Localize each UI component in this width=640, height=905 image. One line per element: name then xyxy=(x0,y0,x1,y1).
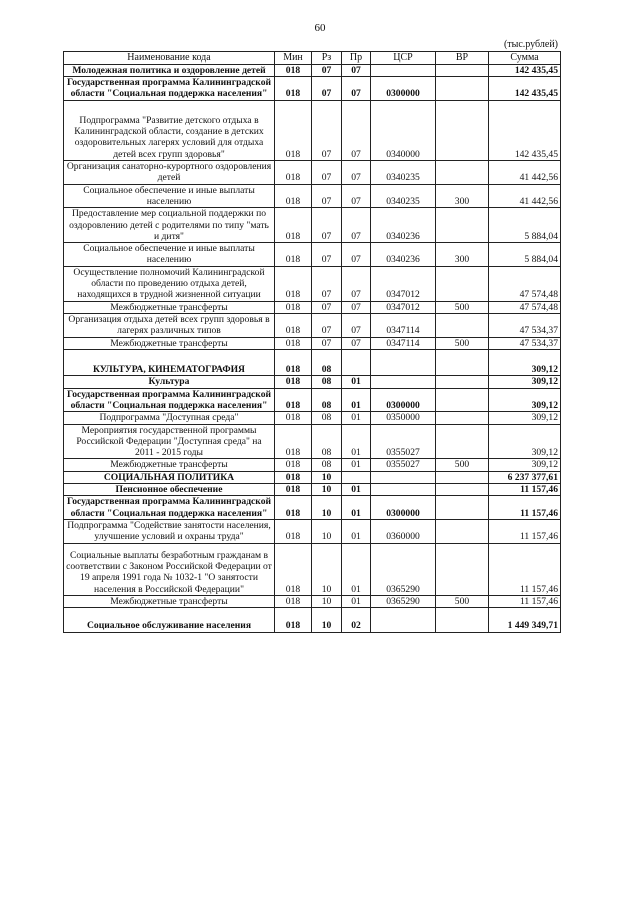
row-pr: 07 xyxy=(342,77,371,101)
table-row xyxy=(64,496,561,520)
table-row xyxy=(64,520,561,544)
row-min: 018 xyxy=(275,100,312,160)
row-sum: 11 157,46 xyxy=(489,496,561,520)
row-pr: 07 xyxy=(342,243,371,267)
row-min: 018 xyxy=(275,314,312,338)
row-vr: 500 xyxy=(436,337,489,349)
row-pr: 07 xyxy=(342,160,371,184)
header-rz: Рз xyxy=(312,52,342,65)
row-vr xyxy=(436,388,489,412)
row-sum: 142 435,45 xyxy=(489,77,561,101)
units-note: (тыс.рублей) xyxy=(503,39,558,50)
header-min: Мин xyxy=(275,52,312,65)
row-sum: 11 157,46 xyxy=(489,595,561,607)
table-row xyxy=(64,424,561,459)
row-min: 018 xyxy=(275,349,312,375)
row-name: Подпрограмма "Содействие занятости населения, улучшение условий и охраны труда" xyxy=(64,520,275,544)
row-sum: 47 574,48 xyxy=(489,266,561,301)
row-vr xyxy=(436,349,489,375)
row-pr xyxy=(342,471,371,483)
row-name: Государственная программа Калининградской области "Социальная поддержка населения" xyxy=(64,77,275,101)
row-sum: 1 449 349,71 xyxy=(489,608,561,632)
table-row xyxy=(64,337,561,349)
table-row xyxy=(64,412,561,424)
row-rz: 10 xyxy=(312,471,342,483)
table-row xyxy=(64,100,561,160)
row-vr: 300 xyxy=(436,184,489,208)
row-sum: 309,12 xyxy=(489,388,561,412)
row-name: Организация санаторно-курортного оздоровления детей xyxy=(64,160,275,184)
page-number: 60 xyxy=(314,22,326,34)
row-min: 018 xyxy=(275,266,312,301)
row-min: 018 xyxy=(275,520,312,544)
row-csr xyxy=(371,484,436,496)
row-csr: 0340236 xyxy=(371,243,436,267)
row-min: 018 xyxy=(275,543,312,595)
row-name: СОЦИАЛЬНАЯ ПОЛИТИКА xyxy=(64,471,275,483)
row-name: Пенсионное обеспечение xyxy=(64,484,275,496)
row-min: 018 xyxy=(275,459,312,471)
row-sum: 5 884,04 xyxy=(489,208,561,243)
row-rz: 10 xyxy=(312,608,342,632)
row-min: 018 xyxy=(275,595,312,607)
table-row xyxy=(64,349,561,375)
row-rz: 07 xyxy=(312,77,342,101)
table-row xyxy=(64,484,561,496)
row-rz: 07 xyxy=(312,184,342,208)
row-rz: 08 xyxy=(312,388,342,412)
row-name: Социальное обеспечение и иные выплаты населению xyxy=(64,184,275,208)
row-rz: 08 xyxy=(312,412,342,424)
row-sum: 6 237 377,61 xyxy=(489,471,561,483)
row-vr xyxy=(436,314,489,338)
row-vr xyxy=(436,543,489,595)
row-min: 018 xyxy=(275,160,312,184)
row-csr: 0355027 xyxy=(371,424,436,459)
row-min: 018 xyxy=(275,412,312,424)
row-csr: 0365290 xyxy=(371,543,436,595)
row-name: Организация отдыха детей всех групп здоровья в лагерях различных типов xyxy=(64,314,275,338)
row-name: Осуществление полномочий Калининградской области по проведению отдыха детей, находящихся в трудной жизненной ситуации xyxy=(64,266,275,301)
row-pr: 07 xyxy=(342,314,371,338)
row-vr xyxy=(436,484,489,496)
row-pr: 07 xyxy=(342,64,371,76)
row-pr: 07 xyxy=(342,266,371,301)
row-csr: 0340000 xyxy=(371,100,436,160)
header-vr: ВР xyxy=(436,52,489,65)
row-vr xyxy=(436,376,489,388)
row-sum: 41 442,56 xyxy=(489,184,561,208)
table-row xyxy=(64,77,561,101)
row-pr: 07 xyxy=(342,208,371,243)
row-sum: 47 534,37 xyxy=(489,314,561,338)
row-sum: 47 574,48 xyxy=(489,301,561,313)
row-sum: 309,12 xyxy=(489,459,561,471)
row-csr: 0360000 xyxy=(371,520,436,544)
row-vr: 500 xyxy=(436,459,489,471)
row-vr xyxy=(436,496,489,520)
row-rz: 07 xyxy=(312,64,342,76)
header-name: Наименование кода xyxy=(64,52,275,65)
header-pr: Пр xyxy=(342,52,371,65)
row-csr: 0347114 xyxy=(371,314,436,338)
row-rz: 10 xyxy=(312,496,342,520)
row-rz: 10 xyxy=(312,543,342,595)
row-vr xyxy=(436,424,489,459)
row-rz: 07 xyxy=(312,208,342,243)
row-sum: 5 884,04 xyxy=(489,243,561,267)
row-csr: 0350000 xyxy=(371,412,436,424)
row-csr: 0340235 xyxy=(371,184,436,208)
row-csr: 0355027 xyxy=(371,459,436,471)
row-rz: 10 xyxy=(312,520,342,544)
row-csr xyxy=(371,608,436,632)
row-rz: 07 xyxy=(312,243,342,267)
row-vr xyxy=(436,266,489,301)
row-min: 018 xyxy=(275,243,312,267)
row-rz: 07 xyxy=(312,266,342,301)
row-name: Межбюджетные трансферты xyxy=(64,337,275,349)
row-pr xyxy=(342,349,371,375)
row-vr xyxy=(436,160,489,184)
header-sum: Сумма xyxy=(489,52,561,65)
row-pr: 01 xyxy=(342,496,371,520)
row-rz: 07 xyxy=(312,160,342,184)
row-csr: 0347012 xyxy=(371,301,436,313)
row-name: Подпрограмма "Развитие детского отдыха в Калининградской области, создание в детских оздоровительных лагерях условий для отдыха детей всех групп здоровья" xyxy=(64,100,275,160)
row-min: 018 xyxy=(275,496,312,520)
row-csr: 0347012 xyxy=(371,266,436,301)
row-vr xyxy=(436,100,489,160)
row-rz: 08 xyxy=(312,424,342,459)
row-csr: 0300000 xyxy=(371,388,436,412)
row-rz: 07 xyxy=(312,314,342,338)
table-row xyxy=(64,543,561,595)
row-name: Культура xyxy=(64,376,275,388)
row-name: Социальное обслуживание населения xyxy=(64,608,275,632)
row-csr xyxy=(371,471,436,483)
row-min: 018 xyxy=(275,471,312,483)
row-rz: 07 xyxy=(312,337,342,349)
table-row xyxy=(64,595,561,607)
row-pr: 07 xyxy=(342,184,371,208)
table-row xyxy=(64,64,561,76)
row-rz: 08 xyxy=(312,349,342,375)
row-pr: 01 xyxy=(342,459,371,471)
row-pr: 01 xyxy=(342,376,371,388)
row-min: 018 xyxy=(275,608,312,632)
row-vr xyxy=(436,412,489,424)
row-name: Мероприятия государственной программы Российской Федерации "Доступная среда" на 2011 - 2015 годы xyxy=(64,424,275,459)
row-csr xyxy=(371,64,436,76)
row-rz: 08 xyxy=(312,376,342,388)
table-row xyxy=(64,608,561,632)
row-sum: 142 435,45 xyxy=(489,100,561,160)
row-vr: 500 xyxy=(436,301,489,313)
row-csr: 0365290 xyxy=(371,595,436,607)
table-header-row xyxy=(64,52,561,65)
row-rz: 07 xyxy=(312,100,342,160)
row-name: Молодежная политика и оздоровление детей xyxy=(64,64,275,76)
row-name: Подпрограмма "Доступная среда" xyxy=(64,412,275,424)
row-sum: 309,12 xyxy=(489,424,561,459)
row-min: 018 xyxy=(275,208,312,243)
table-row xyxy=(64,471,561,483)
row-csr xyxy=(371,349,436,375)
row-vr: 500 xyxy=(436,595,489,607)
row-min: 018 xyxy=(275,424,312,459)
row-name: Государственная программа Калининградской области "Социальная поддержка населения" xyxy=(64,388,275,412)
row-sum: 142 435,45 xyxy=(489,64,561,76)
table-row xyxy=(64,376,561,388)
row-name: Социальное обеспечение и иные выплаты населению xyxy=(64,243,275,267)
row-min: 018 xyxy=(275,388,312,412)
row-min: 018 xyxy=(275,484,312,496)
row-vr xyxy=(436,64,489,76)
row-vr xyxy=(436,608,489,632)
row-pr: 01 xyxy=(342,424,371,459)
row-csr: 0300000 xyxy=(371,496,436,520)
row-pr: 07 xyxy=(342,337,371,349)
row-rz: 10 xyxy=(312,484,342,496)
row-csr: 0300000 xyxy=(371,77,436,101)
row-name: Межбюджетные трансферты xyxy=(64,595,275,607)
row-pr: 01 xyxy=(342,520,371,544)
table-row xyxy=(64,388,561,412)
row-pr: 07 xyxy=(342,100,371,160)
table-row xyxy=(64,459,561,471)
row-vr xyxy=(436,471,489,483)
row-vr xyxy=(436,520,489,544)
row-csr: 0340236 xyxy=(371,208,436,243)
row-sum: 309,12 xyxy=(489,376,561,388)
row-pr: 01 xyxy=(342,412,371,424)
row-sum: 47 534,37 xyxy=(489,337,561,349)
table-row xyxy=(64,184,561,208)
row-pr: 01 xyxy=(342,543,371,595)
row-name: Межбюджетные трансферты xyxy=(64,459,275,471)
row-rz: 07 xyxy=(312,301,342,313)
table-row xyxy=(64,160,561,184)
row-name: Межбюджетные трансферты xyxy=(64,301,275,313)
row-min: 018 xyxy=(275,77,312,101)
row-name: Предоставление мер социальной поддержки по оздоровлению детей с родителями по типу "мать и дитя" xyxy=(64,208,275,243)
header-csr: ЦСР xyxy=(371,52,436,65)
row-pr: 01 xyxy=(342,388,371,412)
row-pr: 07 xyxy=(342,301,371,313)
row-csr: 0340235 xyxy=(371,160,436,184)
row-min: 018 xyxy=(275,376,312,388)
row-sum: 309,12 xyxy=(489,349,561,375)
row-name: Социальные выплаты безработным гражданам в соответствии с Законом Российской Федерации от 19 апреля 1991 года № 1032-1 "О занятости населения в Российской Федерации" xyxy=(64,543,275,595)
row-sum: 41 442,56 xyxy=(489,160,561,184)
row-pr: 01 xyxy=(342,595,371,607)
table-row xyxy=(64,266,561,301)
row-name: Государственная программа Калининградской области "Социальная поддержка населения" xyxy=(64,496,275,520)
table-row xyxy=(64,301,561,313)
row-sum: 11 157,46 xyxy=(489,520,561,544)
row-csr: 0347114 xyxy=(371,337,436,349)
row-min: 018 xyxy=(275,184,312,208)
row-pr: 02 xyxy=(342,608,371,632)
budget-table xyxy=(63,51,561,633)
row-min: 018 xyxy=(275,64,312,76)
row-sum: 309,12 xyxy=(489,412,561,424)
row-min: 018 xyxy=(275,337,312,349)
row-rz: 10 xyxy=(312,595,342,607)
table-row xyxy=(64,314,561,338)
table-row xyxy=(64,243,561,267)
row-name: КУЛЬТУРА, КИНЕМАТОГРАФИЯ xyxy=(64,349,275,375)
row-vr xyxy=(436,77,489,101)
row-min: 018 xyxy=(275,301,312,313)
row-vr xyxy=(436,208,489,243)
row-rz: 08 xyxy=(312,459,342,471)
row-sum: 11 157,46 xyxy=(489,543,561,595)
row-sum: 11 157,46 xyxy=(489,484,561,496)
row-pr: 01 xyxy=(342,484,371,496)
row-csr xyxy=(371,376,436,388)
table-row xyxy=(64,208,561,243)
row-vr: 300 xyxy=(436,243,489,267)
